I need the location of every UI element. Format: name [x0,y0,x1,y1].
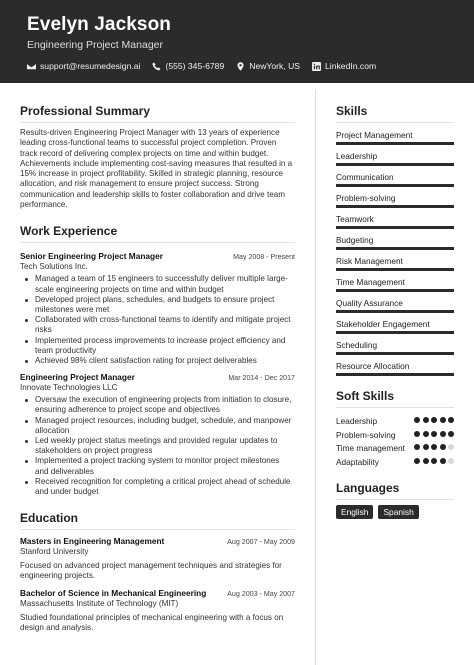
bullet-item: Managed a team of 15 engineers to successfully deliver multiple large-scale engineering projects on time and within budget [20,274,295,294]
job-bullets [20,395,295,497]
main-column [20,104,295,633]
education-description: Studied foundational principles of mechanical engineering with a focus on design and analysis. [20,612,284,632]
languages-heading: Languages [336,481,454,500]
rating-dot-filled [440,417,446,423]
summary-heading: Professional Summary [20,104,295,123]
rating-dot-filled [448,417,454,423]
skill-bar [336,184,454,187]
email-text: support@resumedesign.ai [40,61,141,71]
rating-dot-filled [431,431,437,437]
skill-bar [336,373,454,376]
phone-text: (555) 345-6789 [165,61,225,71]
skill-item: Time Management [336,277,454,292]
contact-linkedin[interactable] [312,61,376,71]
bullet-item: Implemented a project tracking system to monitor project milestones and deliverables [20,456,295,476]
rating-dot-empty [448,444,454,450]
bullet-item: Implemented process improvements to increase project efficiency and team productivity [20,336,295,356]
summary-section [20,104,295,210]
soft-skills-list [336,416,454,467]
rating-dot-filled [431,417,437,423]
rating-dots [414,431,454,437]
column-divider [315,90,316,665]
job-company: Innovate Technologies LLC [20,383,118,393]
rating-dot-empty [448,458,454,464]
skill-item: Budgeting [336,235,454,250]
job-title: Engineering Project Manager [20,372,135,383]
languages-section [336,481,454,519]
rating-dot-filled [414,444,420,450]
rating-dots [414,417,454,423]
location-pin-icon [236,62,245,71]
experience-heading: Work Experience [20,224,295,243]
education-section [20,511,295,633]
skill-item: Problem-solving [336,193,454,208]
soft-skill-row: Time management [336,443,454,454]
job-date: May 2008 - Present [233,253,295,262]
candidate-title: Engineering Project Manager [27,39,163,51]
rating-dot-filled [423,458,429,464]
soft-skill-row: Problem-solving [336,430,454,441]
skill-item: Leadership [336,151,454,166]
skill-bar [336,310,454,313]
rating-dot-filled [423,431,429,437]
soft-skills-section [336,389,454,467]
rating-dot-filled [414,431,420,437]
contact-email[interactable] [27,61,140,71]
linkedin-icon [312,62,321,71]
side-column [336,104,454,519]
education-date: Aug 2003 - May 2007 [227,589,295,598]
education-description: Focused on advanced project management techniques and strategies for engineering projects. [20,561,282,581]
phone-icon [152,62,161,71]
education-date: Aug 2007 - May 2009 [227,538,295,547]
rating-dot-filled [414,458,420,464]
bullet-item: Developed project plans, schedules, and budgets to ensure project milestones were met [20,295,295,315]
skills-section [336,104,454,376]
soft-skills-heading: Soft Skills [336,389,454,408]
skill-bar [336,352,454,355]
summary-text: Results-driven Engineering Project Manager with 13 years of experience leading cross-functional teams to successful project completion. Proven track record of delivering complex projects on time and within budget. Achievements include implementing cost-saving measures that resulted in a 15% increase in project profitability. Skilled in strategic planning, resource allocation, and risk management to ensure project success. Strong communication and leadership skills to foster collaboration and drive team performance. [20,128,293,210]
bullet-item: Received recognition for completing a critical project ahead of schedule and under budget [20,477,295,497]
bullet-item: Achieved 98% client satisfaction rating for project deliverables [20,356,295,366]
contact-phone[interactable] [152,61,224,71]
skill-item: Teamwork [336,214,454,229]
rating-dots [414,444,454,450]
skill-bar [336,142,454,145]
school-name: Stanford University [20,547,89,557]
rating-dot-filled [448,431,454,437]
rating-dot-filled [440,458,446,464]
school-name: Massachusetts Institute of Technology (MIT) [20,598,179,608]
linkedin-text: LinkedIn.com [325,61,377,71]
skill-bar [336,163,454,166]
job-bullets [20,274,295,366]
bullet-item: Collaborated with cross-functional teams to identify and mitigate project risks [20,315,295,335]
degree-title: Masters in Engineering Management [20,536,165,547]
skill-item: Risk Management [336,256,454,271]
skills-heading: Skills [336,104,454,123]
candidate-name: Evelyn Jackson [27,14,171,35]
degree-title: Bachelor of Science in Mechanical Engineering [20,587,207,598]
job-title: Senior Engineering Project Manager [20,251,163,262]
job-entry [20,372,295,497]
skill-bar [336,289,454,292]
education-heading: Education [20,511,295,530]
job-entry [20,251,295,366]
skills-list [336,130,454,376]
rating-dot-filled [423,444,429,450]
rating-dot-filled [431,458,437,464]
language-tag: English [336,505,373,519]
skill-item: Quality Assurance [336,298,454,313]
rating-dot-filled [440,444,446,450]
skill-bar [336,331,454,334]
skill-item: Communication [336,172,454,187]
job-date: Mar 2014 - Dec 2017 [228,374,295,383]
contact-location [236,61,300,71]
education-entry [20,536,295,581]
bullet-item: Led weekly project status meetings and provided regular updates to stakeholders on project progress [20,436,295,456]
skill-item: Project Management [336,130,454,145]
soft-skill-row: Leadership [336,416,454,427]
rating-dot-filled [431,444,437,450]
skill-bar [336,268,454,271]
skill-bar [336,247,454,250]
rating-dot-filled [440,431,446,437]
bullet-item: Oversaw the execution of engineering projects from initiation to closure, ensuring adherence to project scope and objectives [20,395,295,415]
resume-header [0,0,474,83]
location-text: NewYork, US [249,61,301,71]
rating-dots [414,458,454,464]
language-tag: Spanish [378,505,418,519]
bullet-item: Managed project resources, including budget, schedule, and manpower allocation [20,416,295,436]
job-company: Tech Solutions Inc. [20,262,88,272]
skill-item: Resource Allocation [336,361,454,376]
language-tags [336,505,454,519]
education-entry [20,588,295,633]
rating-dot-filled [414,417,420,423]
soft-skill-row: Adaptability [336,457,454,468]
email-icon [27,62,36,71]
rating-dot-filled [423,417,429,423]
contact-row [27,61,474,71]
skill-item: Stakeholder Engagement [336,319,454,334]
skill-bar [336,205,454,208]
experience-section [20,224,295,497]
skill-bar [336,226,454,229]
skill-item: Scheduling [336,340,454,355]
